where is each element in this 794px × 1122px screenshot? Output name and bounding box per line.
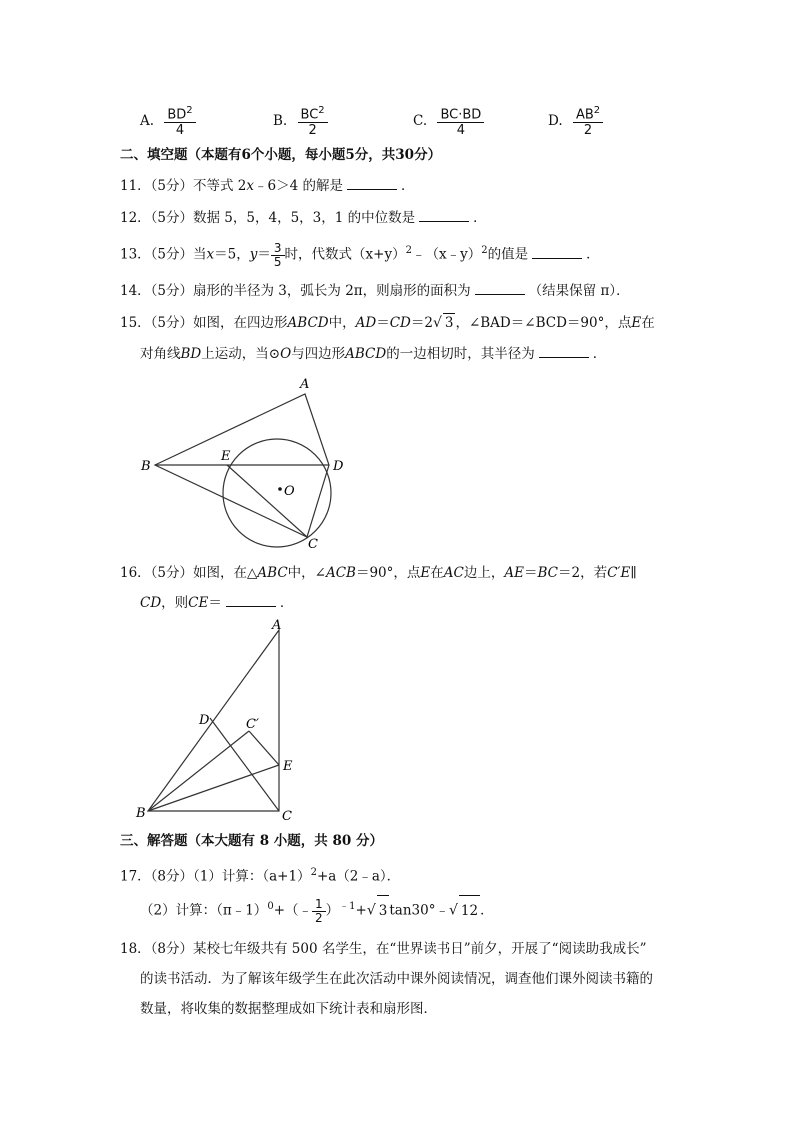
label-c-prime: C′: [246, 717, 259, 732]
section-3-heading: 三、解答题（本大题有 8 小题，共 80 分）: [120, 833, 383, 849]
option-a: A. $\frac{BD^2}{4}$: [140, 103, 196, 138]
question-17-part-2: （2）计算：（π﹣1）$^0$+（﹣ $\frac{1}{2}$ ）$^{﹣1}$+√ 3 tan30°﹣√ 12 ．: [140, 896, 494, 925]
option-b: B. $\frac{BC^2}{2}$: [273, 103, 328, 138]
question-18-line-2: 的读书活动．为了解该年级学生在此次活动中课外阅读情况，调查他们课外阅读书籍的: [140, 971, 653, 987]
center-o-dot: [278, 487, 282, 491]
label-b: B: [141, 459, 151, 474]
segment-c-prime-e: [249, 731, 279, 765]
section-2-heading: 二、填空题（本题有6个小题，每小题5分，共30分）: [120, 147, 442, 163]
answer-blank: [419, 209, 469, 222]
label-e: E: [283, 759, 293, 774]
option-d-fraction: $\frac{AB^2}{2}$: [573, 103, 603, 138]
option-a-fraction: $\frac{BD^2}{4}$: [164, 103, 195, 138]
question-16-line-1: 16．（5分）如图，在△ABC中，∠ACB＝90°，点E在AC边上，AE＝BC＝2，若C′E∥: [120, 565, 637, 581]
segment-dc: [210, 718, 279, 811]
option-b-fraction: $\frac{BC^2}{2}$: [298, 103, 328, 138]
label-d: D: [333, 459, 344, 474]
circle-o: [223, 439, 331, 547]
segment-be: [148, 765, 279, 811]
question-11: 11．（5分）不等式 2x﹣6＞4 的解是 ．: [120, 178, 415, 194]
option-c: C. $\frac{BC\cdot BD}{4}$: [413, 103, 484, 138]
option-d: D. $\frac{AB^2}{2}$: [548, 103, 603, 138]
label-a: A: [300, 377, 310, 392]
answer-blank: [532, 246, 582, 259]
question-15-line-1: 15．（5分）如图，在四边形ABCD中，AD＝CD＝2√ 3 ，∠BAD＝∠BCD＝90°，点E在: [120, 315, 655, 331]
answer-blank: [226, 594, 276, 607]
label-c: C: [282, 809, 292, 824]
question-18-line-3: 数量，将收集的数据整理成如下统计表和扇形图．: [140, 1001, 437, 1017]
figure-16: [132, 618, 307, 826]
question-12: 12．（5分）数据 5，5，4，5，3，1 的中位数是 ．: [120, 210, 487, 226]
answer-blank: [475, 282, 525, 295]
question-17-part-1: 17．（8分）（1）计算：$(a+1)^2+a(2﹣a)$．: [120, 867, 401, 885]
question-15-line-2: 对角线BD上运动，当⊙O与四边形ABCD的一边相切时，其半径为 ．: [140, 346, 607, 362]
label-a: A: [272, 618, 282, 633]
label-d: D: [199, 713, 210, 728]
label-c: C: [308, 537, 318, 552]
segment-ec: [227, 465, 307, 537]
question-13: 13．（5分）当x＝5，y＝ $\frac{3}{5}$ 时，代数式$(x+y)^2﹣(x﹣y)^2$的值是 ．: [120, 240, 600, 269]
figure-15: [135, 372, 365, 552]
label-o: O: [284, 484, 295, 499]
fraction-1-2: $\frac{1}{2}$: [312, 898, 326, 925]
answer-blank: [539, 345, 589, 358]
answer-blank: [347, 177, 397, 190]
fraction-3-5: $\frac{3}{5}$: [271, 242, 285, 269]
segment-bc-prime: [148, 731, 249, 811]
option-c-fraction: $\frac{BC\cdot BD}{4}$: [437, 103, 484, 138]
question-14: 14．（5分）扇形的半径为 3，弧长为 2π，则扇形的面积为 （结果保留 π）．: [120, 283, 630, 299]
label-b: B: [136, 806, 146, 821]
question-16-line-2: CD，则CE＝ ．: [140, 595, 294, 611]
question-18-line-1: 18．（8分）某校七年级共有 500 名学生，在“世界读书日”前夕，开展了“阅读助我成长”: [120, 941, 647, 957]
label-e: E: [221, 449, 231, 464]
